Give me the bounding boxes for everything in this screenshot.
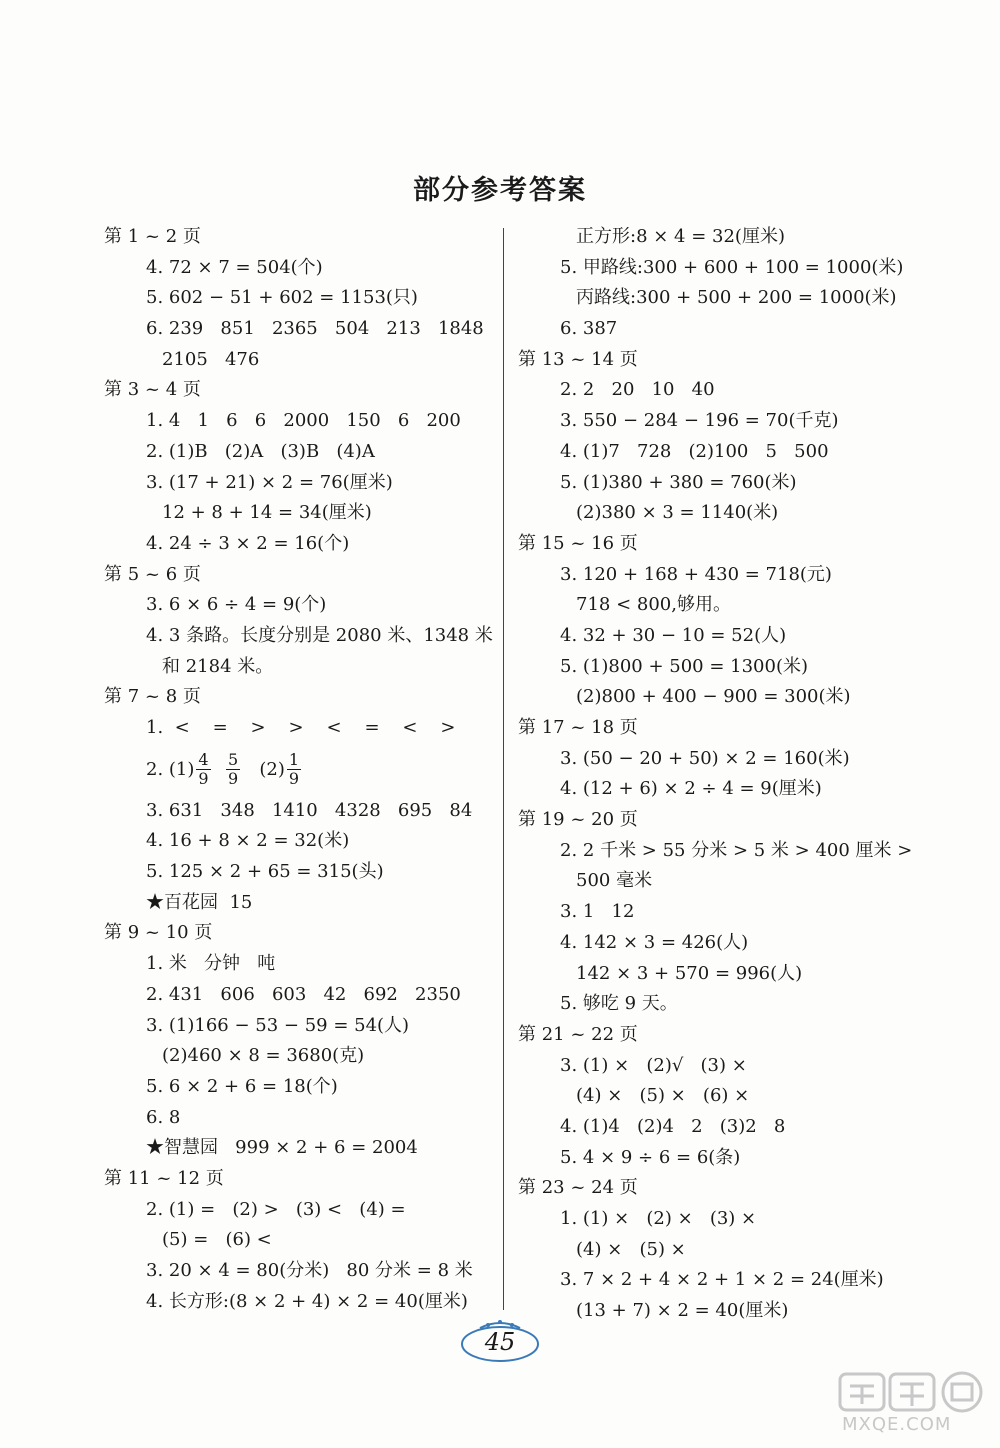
fraction-denominator: 9 [228,769,239,789]
answer-line: 142 × 3 + 570 = 996(人) [576,962,803,984]
answer-line: 2. (1)B (2)A (3)B (4)A [146,440,375,462]
section-heading: 第 3 ~ 4 页 [104,379,201,401]
answer-line: 4. (12 + 6) × 2 ÷ 4 = 9(厘米) [560,778,822,800]
answer-line: ★百花园 15 [146,891,253,913]
answer-column-left [104,222,494,1317]
section-heading: 第 1 ~ 2 页 [104,226,201,247]
answer-line: 3. 550 − 284 − 196 = 70(千克) [560,410,839,432]
answer-line: 4. 24 ÷ 3 × 2 = 16(个) [146,532,350,554]
answer-line-fraction [104,744,494,796]
answer-line: 4. 16 + 8 × 2 = 32(米) [146,830,350,852]
answer-line: 1. < = > > < = < > [146,717,456,738]
answer-line: (4) × (5) × [576,1238,686,1260]
answer-line: 4. (1)7 728 (2)100 5 500 [560,440,829,462]
section-heading: 第 9 ~ 10 页 [104,922,213,944]
answer-line: 5. 602 − 51 + 602 = 1153(只) [146,287,418,309]
answer-line: 3. 120 + 168 + 430 = 718(元) [560,563,832,585]
fraction-numerator: 1 [288,750,300,770]
answer-line: 和 2184 米。 [162,655,274,677]
section-heading: 第 11 ~ 12 页 [104,1167,224,1189]
answer-line: 718 < 800,够用。 [576,594,731,616]
answer-line: 3. (17 + 21) × 2 = 76(厘米) [146,471,393,493]
answer-line: 500 毫米 [576,870,653,892]
answer-line: 5. (1)800 + 500 = 1300(米) [560,655,809,677]
answer-line: (5) = (6) < [162,1229,272,1251]
answer-line: 4. 72 × 7 = 504(个) [146,256,323,278]
watermark-text: MXQE.COM [842,1414,952,1435]
watermark [838,1370,988,1440]
fraction [287,751,301,788]
column-divider [503,228,504,1310]
answer-line: 3. 7 × 2 + 4 × 2 + 1 × 2 = 24(厘米) [560,1269,884,1291]
answer-line: (2)800 + 400 − 900 = 300(米) [576,686,851,708]
watermark-logo-icon [838,1370,988,1414]
section-heading: 第 13 ~ 14 页 [518,348,638,370]
answer-line: 6. 8 [146,1106,181,1128]
answer-line: 5. 6 × 2 + 6 = 18(个) [146,1075,338,1097]
answer-line: 2. 2 20 10 40 [560,379,715,401]
answer-line: (2)460 × 8 = 3680(克) [162,1045,365,1067]
answer-line: 5. 甲路线:300 + 600 + 100 = 1000(米) [560,256,904,278]
page-number: 45 [484,1328,516,1356]
page-title: 部分参考答案 [413,175,587,206]
answer-line: 4. 长方形:(8 × 2 + 4) × 2 = 40(厘米) [146,1290,468,1312]
answer-column-right [518,222,913,1327]
answer-line: 12 + 8 + 14 = 34(厘米) [162,502,372,524]
section-heading: 第 21 ~ 22 页 [518,1023,638,1045]
answer-line: 2. 431 606 603 42 692 2350 [146,983,461,1005]
section-heading: 第 7 ~ 8 页 [104,686,201,708]
fraction-numerator: 5 [228,750,239,770]
answer-line: (2)380 × 3 = 1140(米) [576,502,779,524]
answer-line: 5. (1)380 + 380 = 760(米) [560,471,797,493]
section-heading: 第 5 ~ 6 页 [104,563,201,585]
answer-line: 丙路线:300 + 500 + 200 = 1000(米) [576,287,897,309]
section-heading: 第 19 ~ 20 页 [518,809,638,831]
answer-line: 3. 631 348 1410 4328 695 84 [146,799,473,821]
answer-line: (13 + 7) × 2 = 40(厘米) [576,1300,789,1322]
answer-line: ★智慧园 999 × 2 + 6 = 2004 [146,1137,418,1159]
answer-line: 5. 4 × 9 ÷ 6 = 6(条) [560,1146,741,1168]
answer-line: 6. 387 [560,318,618,340]
answer-line: 3. (50 − 20 + 50) × 2 = 160(米) [560,747,850,769]
fraction-numerator: 4 [198,750,209,770]
answer-line: 正方形:8 × 4 = 32(厘米) [576,226,785,247]
answer-line: 4. 142 × 3 = 426(人) [560,931,749,953]
page-number-badge [458,1318,542,1364]
answer-line: 3. 1 12 [560,901,635,923]
answer-line: 3. 20 × 4 = 80(分米) 80 分米 = 8 米 [146,1260,473,1281]
answer-line: 2105 476 [162,348,260,370]
answer-line: 5. 125 × 2 + 65 = 315(头) [146,861,384,883]
answer-line: 4. 3 条路。长度分别是 2080 米、1348 米 [146,624,493,646]
answer-line: 2. 2 千米 > 55 分米 > 5 米 > 400 厘米 > [560,839,913,861]
section-heading: 第 17 ~ 18 页 [518,717,638,738]
answer-line: 4. 32 + 30 − 10 = 52(人) [560,624,787,646]
answer-line: 3. (1) × (2)√ (3) × [560,1054,747,1076]
answer-line: 2. (1) = (2) > (3) < (4) = [146,1198,406,1220]
fraction [226,751,240,788]
answer-line: 1. 4 1 6 6 2000 150 6 200 [146,410,461,432]
answer-line: 4. (1)4 (2)4 2 (3)2 8 [560,1115,786,1137]
answer-line: 1. 米 分钟 吨 [146,953,276,975]
fraction-denominator: 9 [198,769,209,789]
answer-line: 3. (1)166 − 53 − 59 = 54(人) [146,1014,410,1036]
answer-line: 5. 够吃 9 天。 [560,993,678,1015]
fraction-prefix: 2. (1) [146,758,195,780]
fraction [196,751,210,788]
section-heading: 第 15 ~ 16 页 [518,532,638,554]
answer-line: (4) × (5) × (6) × [576,1085,750,1107]
answer-line: 1. (1) × (2) × (3) × [560,1208,757,1229]
answer-line: 3. 6 × 6 ÷ 4 = 9(个) [146,594,327,616]
fraction-denominator: 9 [288,769,300,789]
answer-line: 6. 239 851 2365 504 213 1848 [146,318,484,340]
fraction-mid: (2) [259,758,285,780]
section-heading: 第 23 ~ 24 页 [518,1177,638,1199]
